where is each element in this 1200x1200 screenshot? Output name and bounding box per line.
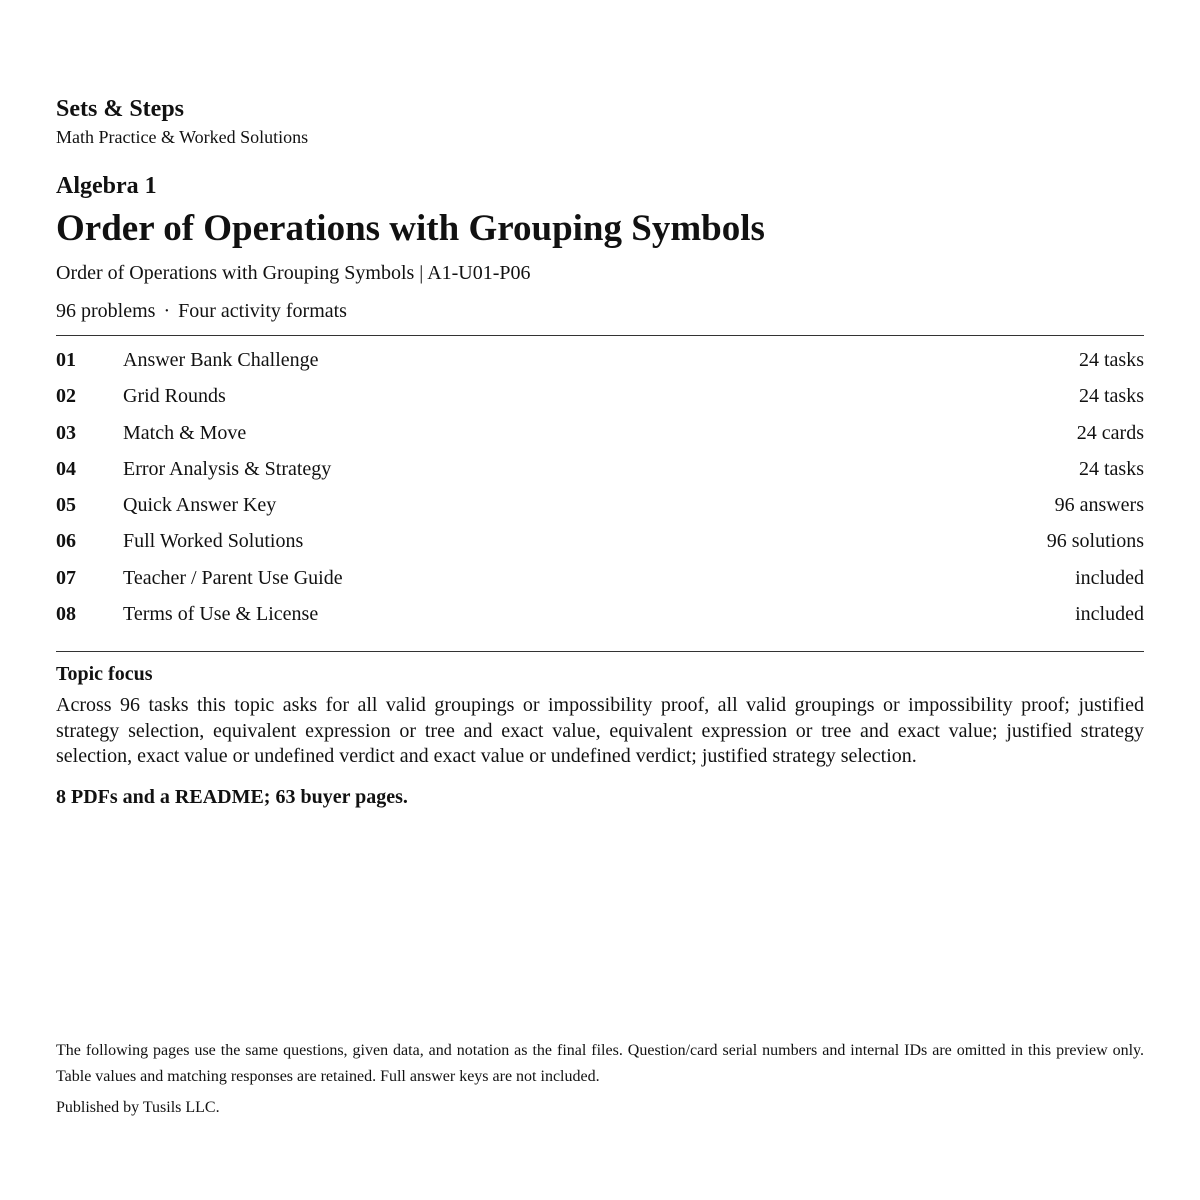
item-count: 96 solutions bbox=[1046, 530, 1144, 553]
publisher-line: Published by Tusils LLC. bbox=[56, 1099, 220, 1116]
contents-row bbox=[56, 415, 1144, 451]
item-count: 96 answers bbox=[1054, 494, 1144, 517]
item-count: 24 cards bbox=[1076, 421, 1144, 444]
item-number: 05 bbox=[56, 494, 76, 517]
contents-row bbox=[56, 451, 1144, 487]
package-summary: 8 PDFs and a README; 63 buyer pages. bbox=[56, 786, 408, 808]
item-count: 24 tasks bbox=[1079, 385, 1144, 408]
contents-row bbox=[56, 596, 1144, 632]
item-name: Match & Move bbox=[123, 421, 247, 444]
product-code-line: Order of Operations with Grouping Symbols | A1-U01-P06 bbox=[56, 262, 531, 284]
item-name: Answer Bank Challenge bbox=[123, 349, 319, 371]
meta-separator: · bbox=[163, 300, 171, 322]
item-count: 24 tasks bbox=[1079, 457, 1144, 480]
item-number: 04 bbox=[56, 457, 76, 480]
item-name: Error Analysis & Strategy bbox=[123, 457, 332, 480]
brand-name: Sets & Steps bbox=[56, 96, 185, 122]
item-name: Full Worked Solutions bbox=[123, 530, 304, 553]
preview-disclaimer: The following pages use the same questions, given data, and notation as the final files. Question/card serial numbers and internal IDs are omitted in this preview only. Table values and matching responses are retained. Full answer keys are not included. bbox=[56, 1042, 1144, 1085]
brand-tagline: Math Practice & Worked Solutions bbox=[56, 127, 309, 147]
topic-focus-text: Across 96 tasks this topic asks for all valid groupings or impossibility proof, all valid groupings or impossibility proof; justified strategy selection, equivalent expression or tree and exact value, equivalent expression or tree and exact value; justified strategy selection, exact value or undefined verdict and exact value or undefined verdict; justified strategy selection. bbox=[56, 694, 1144, 767]
contents-list bbox=[56, 342, 1144, 632]
problem-count: 96 problems bbox=[56, 300, 156, 322]
page-title: Order of Operations with Grouping Symbols bbox=[56, 208, 765, 249]
item-name: Terms of Use & License bbox=[123, 603, 319, 626]
contents-row bbox=[56, 523, 1144, 559]
item-name: Quick Answer Key bbox=[123, 494, 277, 517]
contents-top-divider bbox=[56, 335, 1144, 336]
item-count: included bbox=[1075, 566, 1144, 589]
item-name: Teacher / Parent Use Guide bbox=[123, 566, 343, 589]
item-name: Grid Rounds bbox=[123, 385, 226, 408]
meta-line bbox=[56, 297, 347, 325]
item-number: 02 bbox=[56, 385, 76, 408]
item-number: 07 bbox=[56, 566, 76, 589]
format-count: Four activity formats bbox=[178, 300, 347, 322]
item-count: 24 tasks bbox=[1079, 349, 1144, 371]
item-number: 08 bbox=[56, 603, 76, 626]
item-count: included bbox=[1075, 603, 1144, 626]
preview-page bbox=[56, 0, 1144, 1200]
item-number: 03 bbox=[56, 421, 76, 444]
contents-row bbox=[56, 342, 1144, 378]
contents-row bbox=[56, 378, 1144, 414]
contents-row bbox=[56, 487, 1144, 523]
subject-heading: Algebra 1 bbox=[56, 173, 157, 199]
contents-row bbox=[56, 560, 1144, 596]
item-number: 01 bbox=[56, 349, 76, 371]
item-number: 06 bbox=[56, 530, 76, 553]
topic-focus-heading: Topic focus bbox=[56, 663, 153, 685]
contents-bottom-divider bbox=[56, 651, 1144, 652]
